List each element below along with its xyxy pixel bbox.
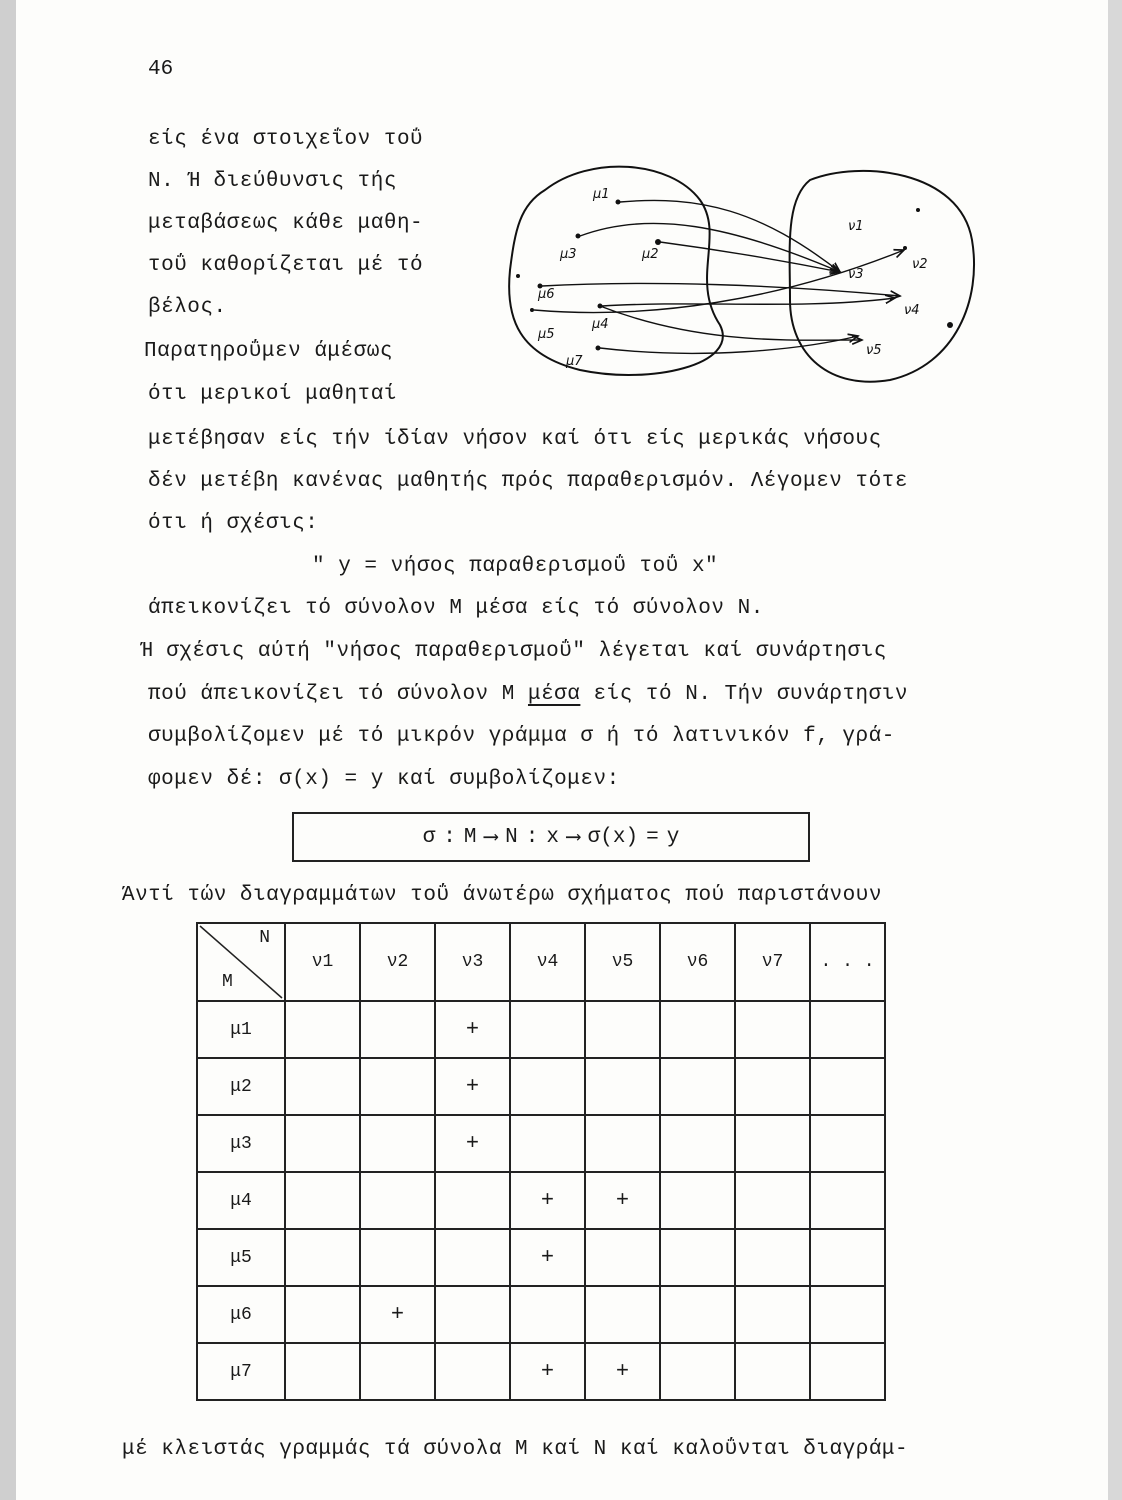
text-line: " y = νήσος παραθερισμοΰ τοΰ x" <box>312 555 719 578</box>
mapping-table <box>196 922 886 1401</box>
table-cell <box>585 1115 660 1172</box>
diagram-label: μ1 <box>593 187 610 202</box>
corner-label-m: M <box>222 972 233 992</box>
table-cell <box>360 1115 435 1172</box>
diagram-label: μ4 <box>592 317 609 332</box>
scan-edge-right <box>1108 0 1122 1500</box>
mapping-arrow <box>600 336 858 353</box>
formula-box <box>292 812 810 862</box>
corner-label-n: N <box>259 928 270 948</box>
text-line: τοΰ καθορίζεται μέ τό <box>148 254 424 277</box>
diagram-label: ν2 <box>912 257 928 272</box>
formula-token: : <box>443 825 456 849</box>
table-cell <box>810 1343 885 1400</box>
table-cell <box>735 1058 810 1115</box>
corner-diagonal <box>198 924 284 1000</box>
text-line: μέ κλειστάς γραμμάς τά σύνολα Μ καί Ν καί καλοΰνται διαγράμ- <box>122 1438 909 1461</box>
formula-token: ⟶ <box>567 827 580 850</box>
table-row <box>197 1172 885 1229</box>
element-dot <box>596 346 601 351</box>
underlined-word: μέσα <box>527 683 581 706</box>
table-cell <box>360 1001 435 1058</box>
table-cell <box>810 1172 885 1229</box>
table-cell <box>810 1058 885 1115</box>
table-row <box>197 1229 885 1286</box>
diagram-label: ν1 <box>848 219 864 234</box>
diagram-label: μ7 <box>566 354 583 369</box>
formula-token: σ(x) <box>587 825 639 849</box>
table-cell <box>810 1229 885 1286</box>
column-header: . . . <box>810 923 885 1001</box>
text-segment: είς τό Ν. Τήν συνάρτησιν <box>593 683 908 706</box>
table-cell <box>810 1001 885 1058</box>
table-cell: + <box>510 1172 585 1229</box>
table-cell <box>660 1172 735 1229</box>
table-row <box>197 1286 885 1343</box>
page-number: 46 <box>148 58 174 81</box>
element-dot <box>530 308 534 312</box>
scan-edge-left <box>0 0 16 1500</box>
element-dot <box>947 322 953 328</box>
element-dot <box>916 208 920 212</box>
formula-token: : <box>525 825 539 849</box>
table-cell <box>435 1286 510 1343</box>
table-cell <box>360 1058 435 1115</box>
diagram-label: ν3 <box>848 267 864 282</box>
table-cell <box>585 1001 660 1058</box>
table-cell <box>660 1343 735 1400</box>
text-line: άπεικονίζει τό σύνολον Μ μέσα είς τό σύνολον Ν. <box>148 597 764 620</box>
text-line: φομεν δέ: σ(x) = y καί συμβολίζομεν: <box>148 768 620 791</box>
row-header: μ7 <box>197 1343 285 1400</box>
table-cell <box>360 1229 435 1286</box>
text-line: Ν. Ή διεύθυνσις τής <box>148 170 397 193</box>
column-header: ν1 <box>285 923 360 1001</box>
formula-token: ⟶ <box>484 827 498 850</box>
element-dot <box>903 246 907 250</box>
diagram-label: μ2 <box>642 247 659 262</box>
column-header: ν2 <box>360 923 435 1001</box>
table-cell <box>660 1115 735 1172</box>
table-cell <box>285 1058 360 1115</box>
table-cell <box>660 1058 735 1115</box>
table-cell: + <box>510 1343 585 1400</box>
table-row <box>197 1343 885 1400</box>
table-cell <box>285 1286 360 1343</box>
table-cell <box>435 1343 510 1400</box>
diagram-label: μ3 <box>560 247 577 262</box>
diagram-label: μ5 <box>538 327 555 342</box>
table-cell: + <box>360 1286 435 1343</box>
table-cell <box>585 1229 660 1286</box>
table-cell <box>585 1058 660 1115</box>
table-cell <box>810 1115 885 1172</box>
table-cell <box>510 1115 585 1172</box>
text-line: μετέβησαν είς τήν ίδίαν νήσον καί ότι είς μερικάς νήσους <box>148 428 882 451</box>
set-mapping-diagram <box>500 150 990 390</box>
table-cell <box>435 1229 510 1286</box>
row-header: μ5 <box>197 1229 285 1286</box>
table-cell <box>285 1343 360 1400</box>
table-row <box>197 1058 885 1115</box>
table-cell <box>735 1286 810 1343</box>
element-dot <box>616 200 621 205</box>
table-cell: + <box>435 1001 510 1058</box>
diagram-label: ν4 <box>904 303 920 318</box>
text-line: ότι μερικοί μαθηταί <box>148 383 397 406</box>
text-line: Παρατηροΰμεν άμέσως <box>144 340 393 363</box>
table-cell <box>735 1001 810 1058</box>
formula-token: σ <box>422 825 436 849</box>
table-cell <box>285 1172 360 1229</box>
column-header: ν6 <box>660 923 735 1001</box>
table-cell <box>285 1115 360 1172</box>
table-cell <box>585 1286 660 1343</box>
table-cell <box>360 1172 435 1229</box>
formula-token: y <box>666 825 680 849</box>
text-line: είς ένα στοιχεΐον τοΰ <box>148 128 424 151</box>
table-cell: + <box>585 1343 660 1400</box>
table-cell <box>510 1001 585 1058</box>
text-line: συμβολίζομεν μέ τό μικρόν γράμμα σ ή τό λατινικόν f, γρά- <box>148 725 895 748</box>
row-header: μ4 <box>197 1172 285 1229</box>
table-cell: + <box>510 1229 585 1286</box>
column-header: ν4 <box>510 923 585 1001</box>
column-header: ν7 <box>735 923 810 1001</box>
column-header: ν3 <box>435 923 510 1001</box>
table-cell <box>735 1229 810 1286</box>
text-line: βέλος. <box>148 296 227 319</box>
text-line: Ή σχέσις αύτή "νήσος παραθερισμοΰ" λέγεται καί συνάρτησις <box>140 640 887 663</box>
mapping-arrow <box>660 242 840 272</box>
table-cell <box>660 1001 735 1058</box>
text-line: ότι ή σχέσις: <box>148 512 319 535</box>
formula-token: Ν <box>505 825 518 849</box>
mapping-arrow <box>542 283 900 296</box>
table-corner-cell <box>197 923 285 1001</box>
text-segment: πού άπεικονίζει τό σύνολον Μ <box>148 683 515 706</box>
table-cell <box>660 1286 735 1343</box>
formula-token: x <box>546 825 559 849</box>
text-line <box>148 683 908 706</box>
formula-token: = <box>646 825 659 849</box>
table-cell <box>360 1343 435 1400</box>
table-cell <box>435 1172 510 1229</box>
table-row <box>197 1001 885 1058</box>
table-cell <box>510 1286 585 1343</box>
element-dot <box>516 274 520 278</box>
diagram-label: ν5 <box>866 343 882 358</box>
column-header: ν5 <box>585 923 660 1001</box>
table-header-row <box>197 923 885 1001</box>
set-m-outline <box>509 167 723 375</box>
table-cell <box>660 1229 735 1286</box>
formula-token: Μ <box>463 825 477 849</box>
table-cell: + <box>435 1058 510 1115</box>
table-cell <box>735 1115 810 1172</box>
row-header: μ2 <box>197 1058 285 1115</box>
text-line: δέν μετέβη κανένας μαθητής πρός παραθερισμόν. Λέγομεν τότε <box>148 470 908 493</box>
diagram-label: μ6 <box>538 287 555 302</box>
mapping-arrow <box>602 298 895 306</box>
table-cell <box>285 1229 360 1286</box>
text-line: μεταβάσεως κάθε μαθη- <box>148 212 424 235</box>
table-cell: + <box>585 1172 660 1229</box>
row-header: μ3 <box>197 1115 285 1172</box>
table-cell <box>810 1286 885 1343</box>
table-row <box>197 1115 885 1172</box>
table-cell <box>735 1172 810 1229</box>
text-line: Άντί τών διαγραμμάτων τοΰ άνωτέρω σχήματος πού παριστάνουν <box>122 884 882 907</box>
row-header: μ6 <box>197 1286 285 1343</box>
table-cell: + <box>435 1115 510 1172</box>
set-n-outline <box>790 171 974 382</box>
element-dot <box>576 234 581 239</box>
table-cell <box>735 1343 810 1400</box>
table-cell <box>285 1001 360 1058</box>
row-header: μ1 <box>197 1001 285 1058</box>
table-cell <box>510 1058 585 1115</box>
